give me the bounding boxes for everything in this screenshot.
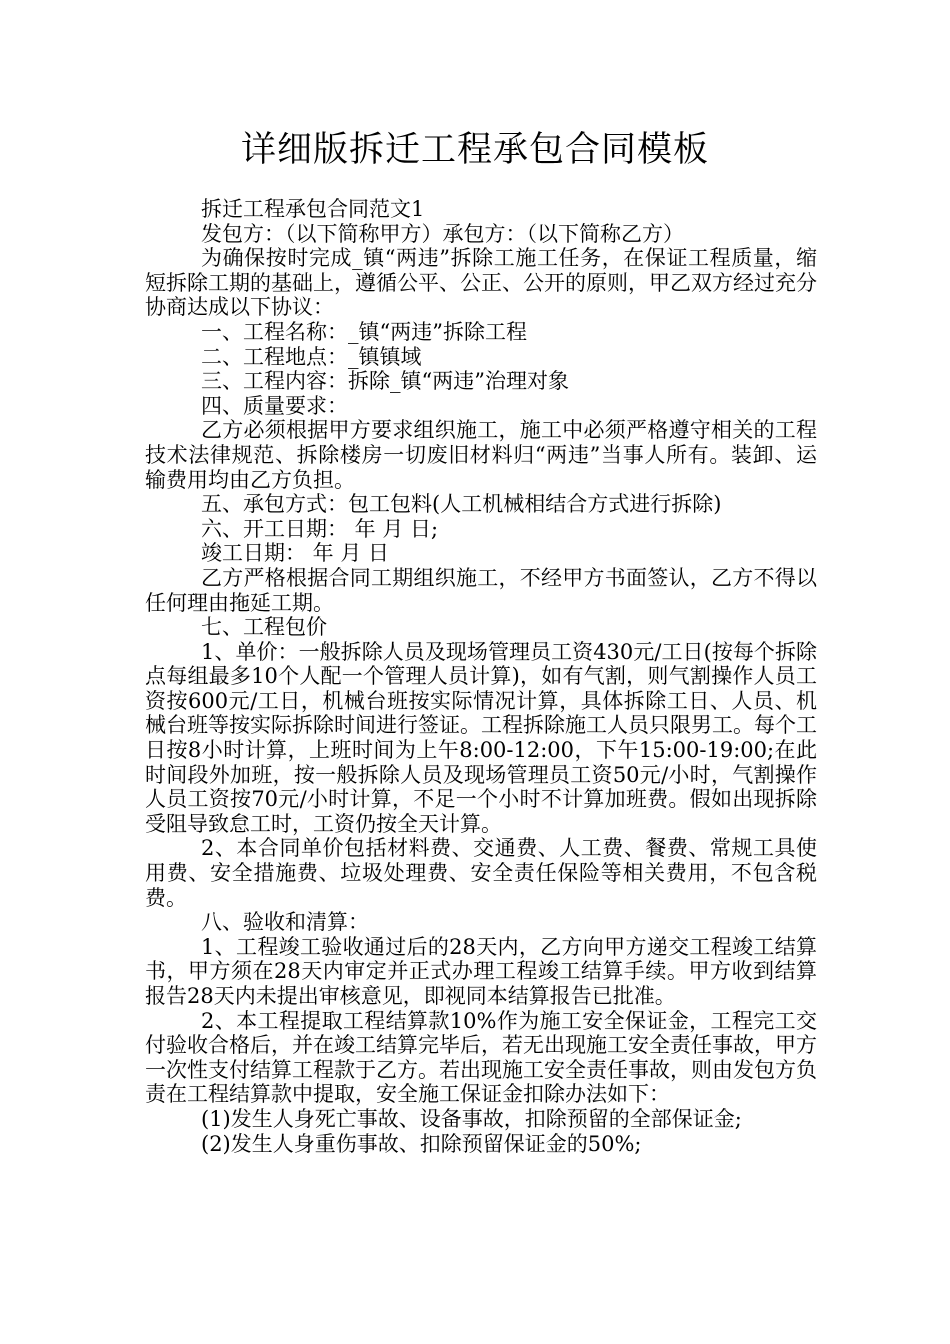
paragraph-start-date: 六、开工日期： 年 月 日;: [201, 516, 439, 541]
paragraph-unit-price: 1、单价：一般拆除人员及现场管理员工资430元/工日(按每个拆除点每组最多10个人配一个管理人员计算)，如有气割，则气割操作人员工资按600元/工日，机械台班按实际情况计算，具体拆除工日、人员、机械台班等按实际拆除时间进行签证。工程拆除施工人员只限男工。每个工日按8小时计算，上班时间为上午8:00-12:00，下午15:00-19:00;在此时间段外加班，按一般拆除人员及现场管理员工资50元/小时，气割操作人员工资按70元/小时计算，不足一个小时不计算加班费。假如出现拆除受阻导致怠工时，工资仍按全天计算。: [145, 639, 817, 836]
paragraph-settlement-heading: 八、验收和清算：: [201, 910, 369, 935]
paragraph-settlement-1: 1、工程竣工验收通过后的28天内，乙方向甲方递交工程竣工结算书，甲方须在28天内审定并正式办理工程竣工结算手续。甲方收到结算报告28天内未提出审核意见，即视同本结算报告已批准。: [145, 934, 817, 1008]
paragraph-price-heading: 七、工程包价: [201, 615, 327, 640]
paragraph-project-location: 二、工程地点：_镇镇域: [201, 344, 422, 369]
document-body: [145, 197, 817, 1156]
paragraph-price-scope: 2、本合同单价包括材料费、交通费、人工费、餐费、常规工具使用费、安全措施费、垃圾处理费、安全责任保险等相关费用，不包含税费。: [145, 836, 817, 910]
paragraph-schedule: 乙方严格根据合同工期组织施工，不经甲方书面签认，乙方不得以任何理由拖延工期。: [145, 565, 817, 615]
document-title: 详细版拆迁工程承包合同模板: [240, 130, 709, 170]
paragraph-subtitle: 拆迁工程承包合同范文1: [201, 197, 425, 221]
paragraph-project-content: 三、工程内容：拆除_镇“两违”治理对象: [201, 369, 569, 394]
paragraph-deduction-1: (1)发生人身死亡事故、设备事故，扣除预留的全部保证金;: [201, 1106, 742, 1131]
paragraph-contract-mode: 五、承包方式：包工包料(人工机械相结合方式进行拆除): [201, 492, 722, 517]
paragraph-quality-heading: 四、质量要求：: [201, 393, 348, 418]
paragraph-deduction-2: (2)发生人身重伤事故、扣除预留保证金的50%;: [201, 1131, 642, 1156]
paragraph-project-name: 一、工程名称：_镇“两违”拆除工程: [201, 319, 527, 344]
paragraph-quality-body: 乙方必须根据甲方要求组织施工，施工中必须严格遵守相关的工程技术法律规范、拆除楼房一切废旧材料归“两违”当事人所有。装卸、运输费用均由乙方负担。: [145, 418, 817, 492]
paragraph-settlement-2: 2、本工程提取工程结算款10%作为施工安全保证金，工程完工交付验收合格后，并在竣工结算完毕后，若无出现施工安全责任事故，甲方一次性支付结算工程款于乙方。若出现施工安全责任事故，则由发包方负责在工程结算款中提取，安全施工保证金扣除办法如下：: [145, 1008, 817, 1107]
paragraph-preamble: 为确保按时完成_镇“两违”拆除工施工任务，在保证工程质量，缩短拆除工期的基础上，遵循公平、公正、公开的原则，甲乙双方经过充分协商达成以下协议：: [145, 246, 817, 320]
paragraph-parties: 发包方：（以下简称甲方）承包方：（以下简称乙方）: [201, 221, 684, 246]
paragraph-completion-date: 竣工日期： 年 月 日: [201, 541, 390, 566]
